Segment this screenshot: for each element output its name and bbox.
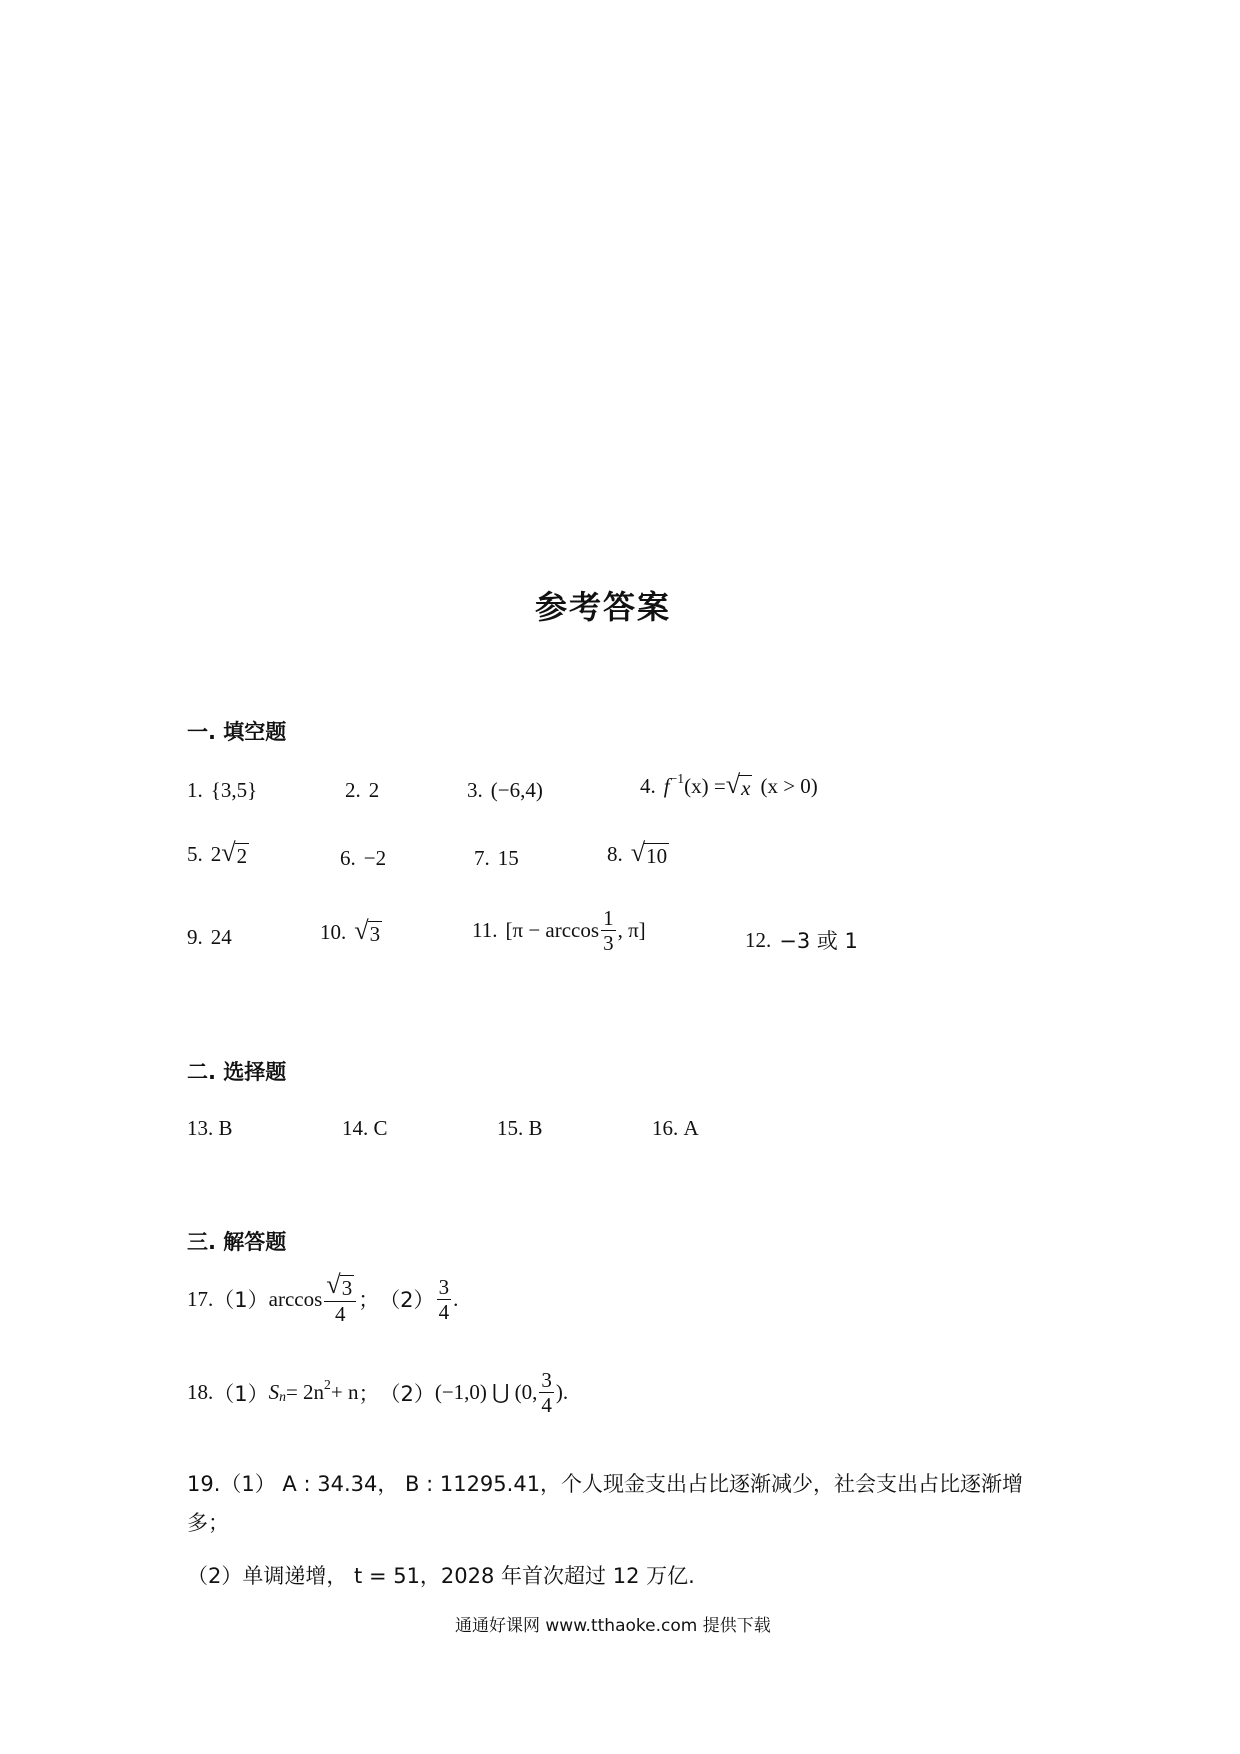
radicand: x (741, 776, 751, 800)
exponent: 2 (324, 1377, 331, 1393)
set-expression: (−1,0) ⋃ (0, (434, 1380, 538, 1405)
answer-number: 10. (320, 920, 347, 945)
sum-symbol: S (268, 1380, 280, 1405)
function-argument: (x) = (684, 774, 726, 799)
part-label: （1） (213, 1288, 269, 1313)
footer-source: 通通好课网 www.tthaoke.com 提供下载 (455, 1616, 771, 1636)
section-heading-fill: 一. 填空题 (187, 720, 287, 744)
answer-12 (745, 925, 858, 955)
fraction-denominator: 4 (541, 1393, 552, 1418)
answer-value: 2 (368, 778, 380, 802)
fraction (601, 906, 616, 955)
fraction-numerator: 3 (541, 1368, 552, 1392)
answer-value: −3 或 1 (779, 929, 858, 953)
sqrt-expression: √ 3 (326, 1270, 353, 1300)
interval-start: [π − arccos (505, 918, 600, 943)
fraction (324, 1272, 356, 1326)
answer-7 (474, 846, 519, 871)
answer-value: 15 (497, 846, 519, 870)
sqrt-expression: √ 2 (221, 838, 248, 868)
fraction-denominator: 3 (603, 931, 614, 956)
answer-1 (187, 778, 257, 803)
answer-4 (640, 772, 818, 801)
answer-number: 6. (340, 846, 356, 870)
fraction-denominator: 4 (334, 1302, 346, 1327)
answer-6 (340, 846, 386, 871)
sqrt-expression: √ x (725, 770, 751, 800)
coefficient: 2 (210, 842, 222, 867)
fraction-numerator: 3 (438, 1274, 450, 1299)
answer-value: A (683, 1116, 699, 1140)
sqrt-expression: √ 10 (630, 838, 668, 868)
interval-end: , π] (617, 918, 646, 943)
fraction-denominator: 4 (438, 1299, 450, 1324)
answer-number: 17. (187, 1286, 214, 1311)
answer-14 (342, 1116, 388, 1141)
answer-number: 18. (187, 1380, 214, 1405)
part-label: （2） (379, 1381, 435, 1406)
answer-number: 13. (187, 1116, 214, 1140)
formula-part: = 2n (285, 1380, 325, 1405)
section-heading-choice: 二. 选择题 (187, 1060, 287, 1084)
radicand: 10 (646, 844, 668, 868)
domain-condition: (x > 0) (760, 774, 818, 799)
formula-tail: + n (330, 1380, 359, 1405)
answer-8 (607, 840, 669, 869)
answer-number: 14. (342, 1116, 369, 1140)
sqrt-expression: √ 3 (354, 916, 381, 946)
answer-value: −2 (363, 846, 387, 870)
answer-number: 11. (472, 918, 498, 943)
function-symbol: f (663, 774, 670, 799)
answer-9 (187, 925, 232, 950)
part-label: （2） (379, 1288, 435, 1313)
answer-11 (472, 906, 646, 955)
set-close: ) (555, 1380, 563, 1405)
radicand: 2 (236, 844, 248, 868)
answer-17 (187, 1272, 458, 1326)
period: . (562, 1380, 569, 1405)
answer-number: 9. (187, 925, 203, 949)
answer-number: 5. (187, 842, 203, 867)
answer-19-line-2: 多； (187, 1511, 229, 1535)
answer-number: 15. (497, 1116, 524, 1140)
answer-18 (187, 1368, 568, 1417)
answer-19-line-3: （2）单调递增， t = 51，2028 年首次超过 12 万亿. (187, 1564, 695, 1588)
answer-10 (320, 918, 382, 947)
function-name: arccos (268, 1286, 323, 1311)
fraction (437, 1275, 452, 1324)
answer-value: C (373, 1116, 388, 1140)
fraction-numerator (324, 1272, 356, 1302)
answer-value: B (218, 1116, 233, 1140)
radicand: 3 (341, 1276, 353, 1300)
answer-number: 16. (652, 1116, 679, 1140)
sum-subscript: n (279, 1389, 286, 1405)
answer-value: {3,5} (210, 778, 258, 802)
answer-number: 2. (345, 778, 361, 802)
answer-13 (187, 1116, 233, 1141)
section-heading-solve: 三. 解答题 (187, 1230, 287, 1254)
answer-number: 4. (640, 774, 656, 799)
separator: ； (358, 1381, 380, 1406)
fraction-numerator: 1 (603, 906, 614, 930)
period: . (453, 1286, 459, 1311)
answer-number: 8. (607, 842, 623, 867)
inverse-exponent: −1 (669, 771, 685, 787)
answer-number: 12. (745, 927, 772, 952)
answer-value: (−6,4) (490, 778, 543, 802)
answer-number: 3. (467, 778, 483, 802)
answer-2 (345, 778, 379, 803)
fraction (539, 1368, 554, 1417)
radicand: 3 (369, 922, 381, 946)
answer-number: 7. (474, 846, 490, 870)
answer-19-line-1: 19.（1） A : 34.34， B : 11295.41，个人现金支出占比逐渐减少，社会支出占比逐渐增 (187, 1472, 1024, 1496)
answer-value: B (528, 1116, 543, 1140)
separator: ； (358, 1288, 380, 1313)
page-title: 参考答案 (535, 588, 672, 626)
answer-15 (497, 1116, 543, 1141)
answer-value: 24 (210, 925, 232, 949)
part-label: （1） (213, 1381, 269, 1406)
answer-5 (187, 840, 249, 869)
answer-3 (467, 778, 543, 803)
answer-number: 1. (187, 778, 203, 802)
answer-16 (652, 1116, 699, 1141)
